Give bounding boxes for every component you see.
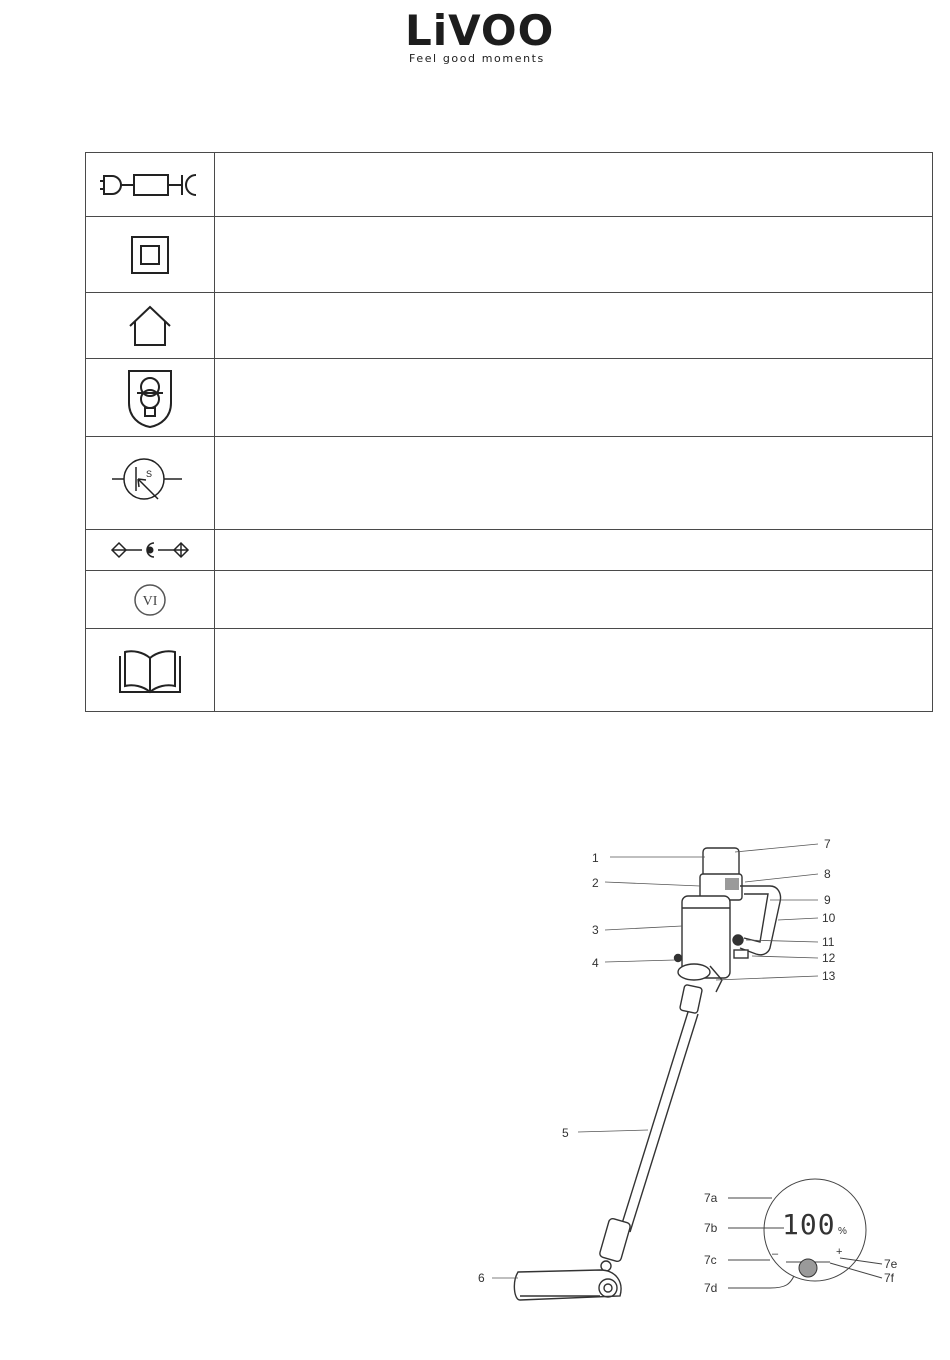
display-plus-sign: + — [836, 1246, 843, 1258]
efficiency-level-label: VI — [142, 593, 158, 609]
callout-7d: 7d — [704, 1281, 718, 1295]
symbol-row — [86, 359, 933, 437]
symbols-table — [85, 152, 933, 712]
callout-5: 5 — [562, 1126, 569, 1140]
symbol-description — [214, 217, 932, 293]
callout-7: 7 — [824, 837, 831, 851]
double-square-class-ii-icon — [130, 235, 170, 275]
symbol-description — [214, 571, 932, 629]
callout-8: 8 — [824, 867, 831, 881]
symbol-description — [214, 153, 932, 217]
callout-6: 6 — [478, 1271, 485, 1285]
callout-7c: 7c — [704, 1253, 717, 1267]
callout-13: 13 — [822, 969, 836, 983]
callout-3: 3 — [592, 923, 599, 937]
display-battery-unit: % — [838, 1226, 847, 1237]
symbol-row — [86, 293, 933, 359]
brand-name: LiVOO — [405, 6, 555, 55]
symbol-description — [214, 629, 932, 712]
house-indoor-use-icon — [126, 304, 174, 348]
display-battery-value: 100 — [782, 1208, 836, 1241]
brand-tagline: Feel good moments — [409, 52, 545, 65]
switch-mode-power-supply-icon — [110, 455, 190, 511]
callout-12: 12 — [822, 951, 836, 965]
vacuum-parts-diagram — [470, 830, 910, 1310]
dc-polarity-icon — [110, 540, 190, 560]
symbol-icon-cell — [86, 437, 215, 530]
symbol-row — [86, 530, 933, 571]
symbol-icon-cell — [86, 571, 215, 629]
callout-2: 2 — [592, 876, 599, 890]
callout-4: 4 — [592, 956, 599, 970]
plug-transformer-socket-icon — [98, 170, 202, 200]
callout-7a: 7a — [704, 1191, 718, 1205]
symbol-icon-cell — [86, 293, 215, 359]
symbol-row — [86, 437, 933, 530]
symbol-row — [86, 571, 933, 629]
callout-7e: 7e — [884, 1257, 898, 1271]
callout-7b: 7b — [704, 1221, 718, 1235]
symbol-icon-cell — [86, 629, 215, 712]
symbol-row — [86, 153, 933, 217]
callout-7f: 7f — [884, 1271, 895, 1285]
symbol-icon-cell — [86, 153, 215, 217]
symbol-icon-cell — [86, 530, 215, 571]
symbol-description — [214, 437, 932, 530]
read-manual-book-icon — [117, 646, 183, 694]
safety-isolating-transformer-icon — [125, 367, 175, 429]
callout-10: 10 — [822, 911, 836, 925]
symbol-row — [86, 217, 933, 293]
callout-1: 1 — [592, 851, 599, 865]
callout-11: 11 — [822, 935, 835, 949]
efficiency-level-vi-icon — [132, 582, 168, 618]
symbol-description — [214, 359, 932, 437]
symbol-row — [86, 629, 933, 712]
symbol-description — [214, 530, 932, 571]
stick-vacuum-illustration — [470, 830, 910, 1310]
brand-logo — [405, 8, 555, 65]
display-minus-sign: – — [772, 1248, 779, 1260]
symbol-icon-cell — [86, 217, 215, 293]
symbol-icon-cell — [86, 359, 215, 437]
callout-9: 9 — [824, 893, 831, 907]
svg-text:S: S — [145, 469, 152, 479]
symbol-description — [214, 293, 932, 359]
